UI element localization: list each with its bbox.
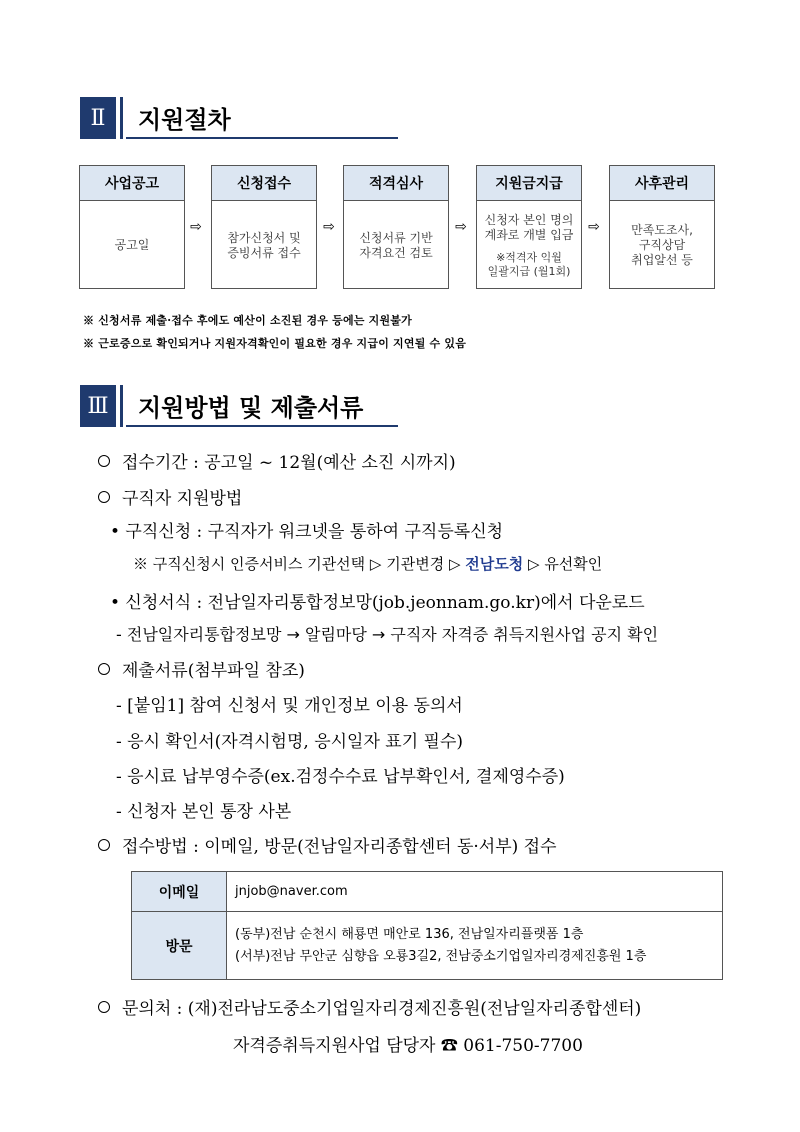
visit-value [227, 912, 723, 980]
method-title-line [98, 484, 242, 509]
section-divider [120, 385, 123, 427]
period-line [98, 448, 456, 473]
visit-east: (동부)전남 순천시 해룡면 매안로 136, 전남일자리플랫폼 1층 [235, 926, 584, 942]
section-underline [126, 137, 398, 139]
step-payment [476, 165, 582, 289]
email-value[interactable]: jnjob@naver.com [227, 872, 723, 912]
inquiry-contact-line: 자격증취득지원사업 담당자 ☎ 061-750-7700 [233, 1036, 583, 1056]
step-text: 신청자 본인 명의 [484, 212, 574, 227]
inquiry-line [98, 994, 641, 1019]
circle-bullet-icon [98, 491, 110, 503]
step-subnote [488, 251, 571, 279]
step-title: 지원금지급 [477, 166, 581, 201]
step-text: 자격요건 검토 [359, 245, 433, 260]
circle-bullet-icon [98, 839, 110, 851]
inquiry-text: 문의처 : (재)전라남도중소기업일자리경제진흥원(전남일자리종합센터) [122, 999, 642, 1019]
table-row [132, 912, 723, 980]
contact-table [131, 871, 723, 980]
step-followup [609, 165, 715, 289]
table-row [132, 872, 723, 912]
section-underline [126, 425, 398, 427]
job-register-line: • 구직신청 : 구직자가 워크넷을 통하여 구직등록신청 [110, 522, 504, 542]
note-delay: ※ 근로증으로 확인되거나 지원자격확인이 필요한 경우 지급이 지연될 수 있음 [83, 337, 467, 350]
step-text: 취업알선 등 [631, 253, 693, 267]
job-note-line [133, 553, 602, 574]
step-screening [343, 165, 449, 289]
step-title: 사후관리 [610, 166, 714, 201]
step-body [212, 201, 316, 290]
doc-item: - 신청자 본인 통장 사본 [116, 802, 292, 822]
section-divider [120, 97, 123, 139]
step-body [344, 201, 448, 290]
receipt-line [98, 832, 557, 857]
step-subnote-line: 일괄지급 (월1회) [487, 264, 571, 278]
section-title: 지원방법 및 제출서류 [138, 394, 364, 422]
section-number: Ⅱ [80, 97, 116, 139]
step-text: 참가신청서 및 [227, 230, 301, 245]
period-text: 접수기간 : 공고일 ~ 12월(예산 소진 시까지) [122, 453, 456, 473]
form-line: • 신청서식 : 전남일자리통합정보망(job.jeonnam.go.kr)에서 다운로드 [110, 593, 645, 613]
job-note-text: ▷ 유선확인 [523, 555, 603, 573]
step-title: 신청접수 [212, 166, 316, 201]
docs-title-text: 제출서류(첨부파일 참조) [122, 661, 305, 681]
section-header-method [80, 385, 398, 427]
visit-label: 방문 [132, 912, 227, 980]
job-note-highlight: 전남도청 [465, 555, 524, 573]
circle-bullet-icon [98, 455, 110, 467]
step-body [80, 201, 184, 290]
job-note-text: ※ 구직신청시 인증서비스 기관선택 ▷ 기관변경 ▷ [133, 555, 466, 573]
arrow-right-icon: ⇨ [588, 219, 600, 235]
arrow-right-icon: ⇨ [323, 219, 335, 235]
doc-item: - [붙임1] 참여 신청서 및 개인정보 이용 동의서 [116, 696, 463, 716]
step-subnote-line: ※적격자 익월 [496, 250, 562, 264]
visit-west: (서부)전남 무안군 심향읍 오룡3길2, 전남중소기업일자리경제진흥원 1층 [235, 948, 647, 964]
step-text: 만족도조사, [631, 223, 693, 237]
doc-item: - 응시 확인서(자격시험명, 응시일자 표기 필수) [116, 732, 464, 752]
step-body [610, 201, 714, 290]
step-body [477, 201, 581, 290]
step-text: 증빙서류 접수 [227, 245, 301, 260]
step-title: 사업공고 [80, 166, 184, 201]
step-title: 적격심사 [344, 166, 448, 201]
step-text: 신청서류 기반 [359, 230, 433, 245]
circle-bullet-icon [98, 1001, 110, 1013]
step-text: 공고일 [114, 238, 150, 252]
receipt-text: 접수방법 : 이메일, 방문(전남일자리종합센터 동·서부) 접수 [122, 837, 557, 857]
step-text: 계좌로 개별 입금 [484, 227, 574, 242]
step-application [211, 165, 317, 289]
step-text: 구직상담 [638, 238, 686, 252]
circle-bullet-icon [98, 663, 110, 675]
docs-title-line [98, 656, 305, 681]
step-announcement [79, 165, 185, 289]
email-label: 이메일 [132, 872, 227, 912]
path-line: - 전남일자리통합정보망 → 알림마당 → 구직자 자격증 취득지원사업 공지 확인 [116, 625, 659, 644]
arrow-right-icon: ⇨ [190, 219, 202, 235]
method-title-text: 구직자 지원방법 [122, 489, 243, 509]
section-header-procedure [80, 97, 398, 139]
arrow-right-icon: ⇨ [455, 219, 467, 235]
doc-item: - 응시료 납부영수증(ex.검정수수료 납부확인서, 결제영수증) [116, 767, 565, 787]
section-number: Ⅲ [80, 385, 116, 427]
section-title: 지원절차 [138, 106, 231, 134]
note-budget: ※ 신청서류 제출·접수 후에도 예산이 소진된 경우 등에는 지원불가 [83, 314, 412, 327]
